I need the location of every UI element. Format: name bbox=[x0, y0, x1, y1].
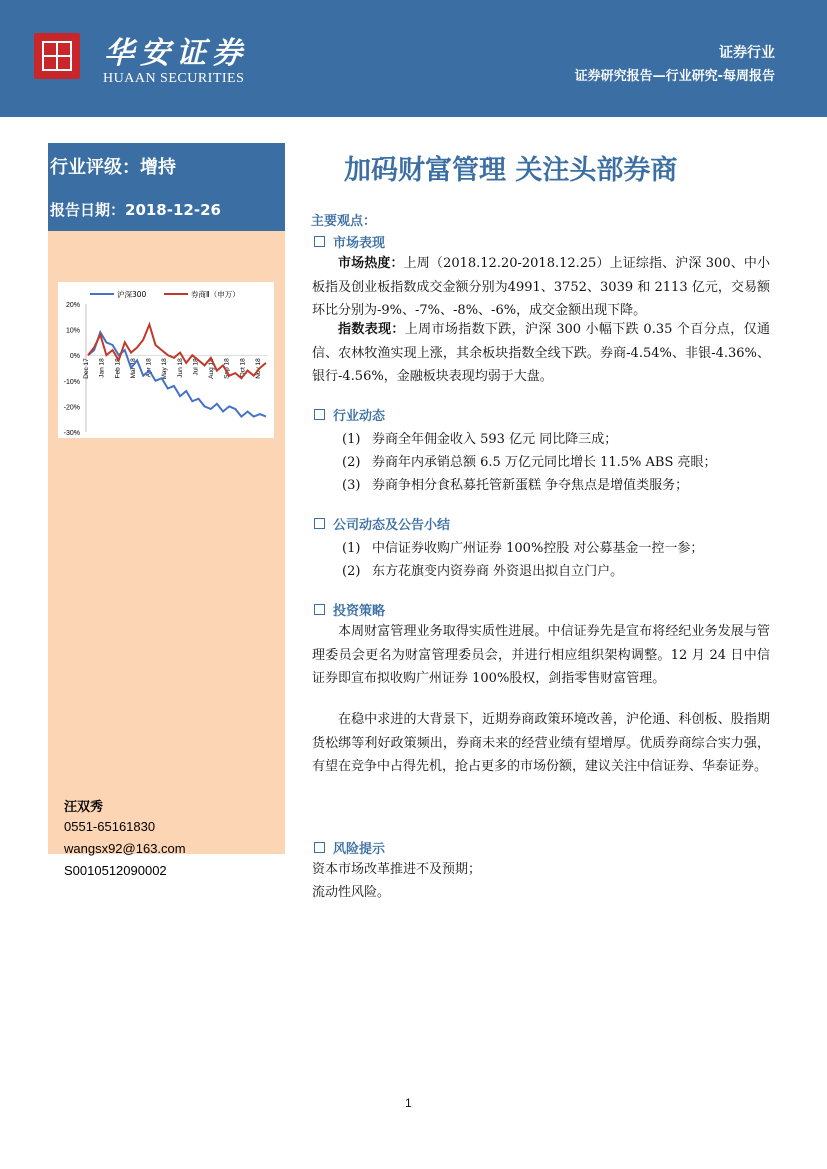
section-strategy-label: 投资策略 bbox=[333, 604, 386, 619]
page-header bbox=[0, 0, 827, 117]
performance-chart bbox=[58, 282, 274, 438]
x-tick-label: Sep 18 bbox=[223, 358, 231, 379]
analyst-license: S0010512090002 bbox=[64, 863, 167, 878]
list-item bbox=[342, 428, 617, 447]
section-market-label: 市场表现 bbox=[333, 236, 386, 251]
checkbox-icon bbox=[314, 409, 325, 420]
analyst-phone: 0551-65161830 bbox=[64, 819, 156, 834]
analyst-email: wangsx92@163.com bbox=[64, 841, 186, 856]
page-number: 1 bbox=[405, 1096, 412, 1110]
x-tick-label: Apr 18 bbox=[145, 358, 153, 378]
logo-english: HUAAN SECURITIES bbox=[103, 71, 245, 86]
x-tick-label: Jul 18 bbox=[192, 358, 200, 376]
item-text: 券商年内承销总额 6.5 万亿元同比增长 11.5% ABS 亮眼； bbox=[372, 455, 717, 470]
x-tick-label: May 18 bbox=[161, 358, 169, 380]
x-tick-label: Jan 18 bbox=[98, 358, 106, 378]
item-text: 券商全年佣金收入 593 亿元 同比降三成； bbox=[372, 432, 618, 447]
list-item bbox=[342, 537, 703, 556]
section-strategy bbox=[314, 600, 385, 619]
key-points-heading: 主要观点： bbox=[311, 214, 377, 229]
x-tick-label: Dec 17 bbox=[83, 358, 90, 379]
y-tick-label: -10% bbox=[63, 378, 80, 386]
x-tick-label: Oct 18 bbox=[239, 358, 247, 378]
item-text: 东方花旗变内资券商 外资退出拟自立门户。 bbox=[372, 564, 624, 579]
index-paragraph bbox=[312, 318, 770, 389]
section-risk-label: 风险提示 bbox=[333, 842, 386, 857]
list-item bbox=[342, 474, 688, 493]
item-text: 中信证券收购广州证券 100%控股 对公募基金一控一参； bbox=[372, 541, 704, 556]
list-item bbox=[342, 451, 716, 470]
item-number: (3) bbox=[342, 478, 361, 493]
index-label: 指数表现： bbox=[338, 322, 405, 337]
logo-chinese: 华安证券 bbox=[104, 36, 248, 71]
heat-label: 市场热度： bbox=[338, 256, 404, 271]
section-company bbox=[314, 514, 450, 533]
section-industry bbox=[314, 405, 385, 424]
y-tick-label: -30% bbox=[63, 430, 80, 437]
checkbox-icon bbox=[314, 842, 325, 853]
checkbox-icon bbox=[314, 518, 325, 529]
list-item bbox=[342, 560, 623, 579]
section-industry-label: 行业动态 bbox=[333, 409, 386, 424]
industry-label: 证券行业 bbox=[719, 45, 775, 61]
item-number: (2) bbox=[342, 564, 361, 579]
y-tick-label: 20% bbox=[65, 302, 80, 309]
y-tick-label: 0% bbox=[69, 353, 80, 361]
huaan-logo-icon bbox=[34, 33, 80, 79]
heat-text: 上周（2018.12.20-2018.12.25）上证综指、沪深 300、中小板指及创业板指数成交金额分别为4991、3752、3039 和 2113 亿元，交易额环比分别为-9%、-7%、-8%、-6%，成交金额出现下降。 bbox=[312, 256, 770, 318]
x-tick-label: Mar 18 bbox=[129, 358, 137, 379]
x-tick-label: Feb 18 bbox=[114, 358, 122, 379]
section-company-label: 公司动态及公告小结 bbox=[333, 518, 451, 533]
item-number: (1) bbox=[342, 432, 361, 447]
checkbox-icon bbox=[314, 236, 325, 247]
index-text: 上周市场指数下跌，沪深 300 小幅下跌 0.35 个百分点，仅通信、农林牧渔实现上涨，其余板块指数全线下跌。券商-4.54%、非银-4.36%、银行-4.56%，金融板块表现均弱于大盘。 bbox=[312, 322, 770, 384]
market-heat-paragraph bbox=[312, 252, 770, 323]
item-number: (1) bbox=[342, 541, 361, 556]
risk-item-2: 流动性风险。 bbox=[312, 885, 391, 900]
item-text: 券商争相分食私募托管新蛋糕 争夺焦点是增值类服务； bbox=[372, 478, 689, 493]
section-market bbox=[314, 232, 385, 251]
strategy-paragraph-1: 本周财富管理业务取得实质性进展。中信证券先是宣布将经纪业务发展与管理委员会更名为财富管理委员会，并进行相应组织架构调整。12 月 24 日中信证券即宣布拟收购广州证券 100%股权，剑指零售财富管理。 bbox=[312, 624, 770, 686]
y-tick-label: -20% bbox=[63, 404, 80, 412]
item-number: (2) bbox=[342, 455, 361, 470]
report-type: 证券研究报告—行业研究-每周报告 bbox=[574, 69, 775, 84]
x-tick-label: Jun 18 bbox=[176, 358, 184, 378]
industry-rating: 行业评级：增持 bbox=[50, 157, 176, 178]
analyst-name: 汪双秀 bbox=[64, 800, 104, 815]
legend-label: 券商Ⅱ（申万） bbox=[191, 290, 240, 299]
checkbox-icon bbox=[314, 604, 325, 615]
chart-svg bbox=[58, 282, 274, 438]
x-tick-label: Aug 18 bbox=[208, 358, 216, 379]
report-date: 报告日期：2018-12-26 bbox=[50, 201, 221, 219]
y-tick-label: 10% bbox=[65, 327, 80, 335]
report-title: 加码财富管理 关注头部券商 bbox=[344, 155, 678, 186]
strategy-paragraph-2: 在稳中求进的大背景下，近期券商政策环境改善，沪伦通、科创板、股指期货松绑等利好政策频出，券商未来的经营业绩有望增厚。优质券商综合实力强，有望在竞争中占得先机，抢占更多的市场份额，建议关注中信证券、华泰证券。 bbox=[312, 712, 770, 774]
risk-item-1: 资本市场改革推进不及预期； bbox=[312, 862, 482, 877]
section-risk bbox=[314, 838, 385, 857]
x-tick-label: Nov 18 bbox=[255, 358, 262, 379]
legend-label: 沪深300 bbox=[117, 290, 147, 299]
